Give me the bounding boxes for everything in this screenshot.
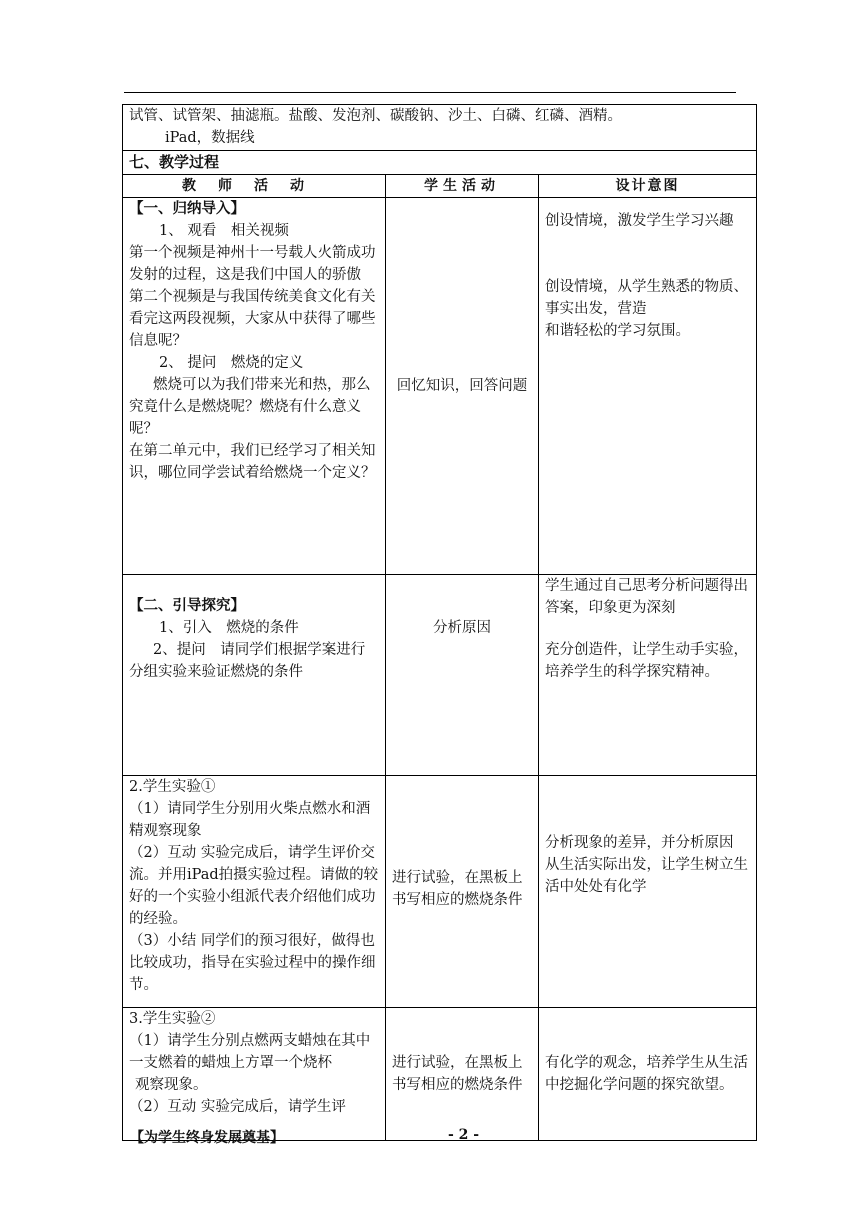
table-row [123,575,757,776]
section-row [123,151,757,175]
row1-text: 第二个视频是与我国传统美食文化有关 [129,289,376,305]
intent-cell: 有化学的观念，培养学生从生活中挖掘化学问题的探究欲望。 [539,1008,757,1141]
student-cell: 进行试验，在黑板上书写相应的燃烧条件 [386,1008,539,1141]
section-title: 七、教学过程 [123,151,757,175]
header-teacher: 教师活动 [123,175,386,198]
row3-text: （2）互动 实验完成后，请学生评价交流。并用iPad拍摄实验过程。请做的较好的一个实验小组派代表介绍他们成功的经验。 [129,845,379,927]
row4-text: （2）互动 实验完成后，请学生评 [129,1099,346,1115]
row1-step2: 2、 提问 燃烧的定义 [159,355,304,371]
intent-cell [539,198,757,575]
intent-text: 充分创造件，让学生动手实验，培养学生的科学探究精神。 [545,642,748,680]
table-row [123,1008,757,1141]
teacher-cell [123,575,386,776]
student-cell: 回忆知识，回答问题 [386,198,539,575]
materials-line-1: 试管、试管架、抽滤瓶。盐酸、发泡剂、碳酸钠、沙土、白磷、红磷、酒精。 [129,108,622,124]
student-cell: 进行试验，在黑板上书写相应的燃烧条件 [386,776,539,1008]
header-row [123,175,757,198]
teacher-cell [123,198,386,575]
row4-heading: 3.学生实验② [129,1011,216,1027]
header-student: 学生活动 [386,175,539,198]
intent-cell [539,776,757,1008]
row4-text: 观察现象。 [135,1077,208,1093]
student-cell: 分析原因 [386,575,539,776]
row3-heading: 2.学生实验① [129,779,216,795]
intent-text: 从生活实际出发，让学生树立生活中处处有化学 [545,857,748,895]
intent-text: 创设情境，激发学生学习兴趣 [545,213,734,229]
teacher-cell [123,1008,386,1141]
header-intent: 设计意图 [539,175,757,198]
intent-cell [539,575,757,776]
row2-step2: 2、提问 请同学们根据学案进行分组实验来验证燃烧的条件 [129,642,366,680]
intent-text: 分析现象的差异，并分析原因 [545,835,734,851]
row1-heading: 【一、归纳导入】 [129,200,245,217]
row1-text: 燃烧可以为我们带来光和热，那么究竟什么是燃烧呢？燃烧有什么意义呢？ [129,377,371,437]
row4-text: （1）请学生分别点燃两支蜡烛在其中一支燃着的蜡烛上方罩一个烧杯 [129,1033,371,1071]
row3-text: （3）小结 同学们的预习很好，做得也比较成功，指导在实验过程中的操作细节。 [129,933,376,993]
table-row [123,776,757,1008]
intent-text: 创设情境，从学生熟悉的物质、事实出发，营造 [545,279,748,317]
row1-text: 第一个视频是神州十一号载人火箭成功发射的过程，这是我们中国人的骄傲 [129,245,376,283]
row1-step1: 1、 观看 相关视频 [159,223,289,239]
footer-slogan: 【为学生终身发展奠基】 [130,1130,284,1146]
intent-text: 和谐轻松的学习氛围。 [545,323,690,339]
materials-row [123,105,757,151]
materials-cell [123,105,757,151]
lesson-table [122,104,757,1141]
row3-text: （1）请同学生分别用火柴点燃水和酒精观察现象 [129,801,371,839]
row1-text: 在第二单元中，我们已经学习了相关知识，哪位同学尝试着给燃烧一个定义？ [129,443,376,481]
header-rule [124,92,736,93]
page-number: - 2 - [448,1127,480,1143]
row2-heading: 【二、引导探究】 [129,597,245,614]
row2-step1: 1、引入 燃烧的条件 [159,620,299,636]
intent-text: 学生通过自己思考分析问题得出答案，印象更为深刻 [545,578,748,616]
materials-line-2: iPad，数据线 [165,130,255,146]
teacher-cell [123,776,386,1008]
table-row [123,198,757,575]
row1-text: 看完这两段视频，大家从中获得了哪些信息呢？ [129,311,376,349]
